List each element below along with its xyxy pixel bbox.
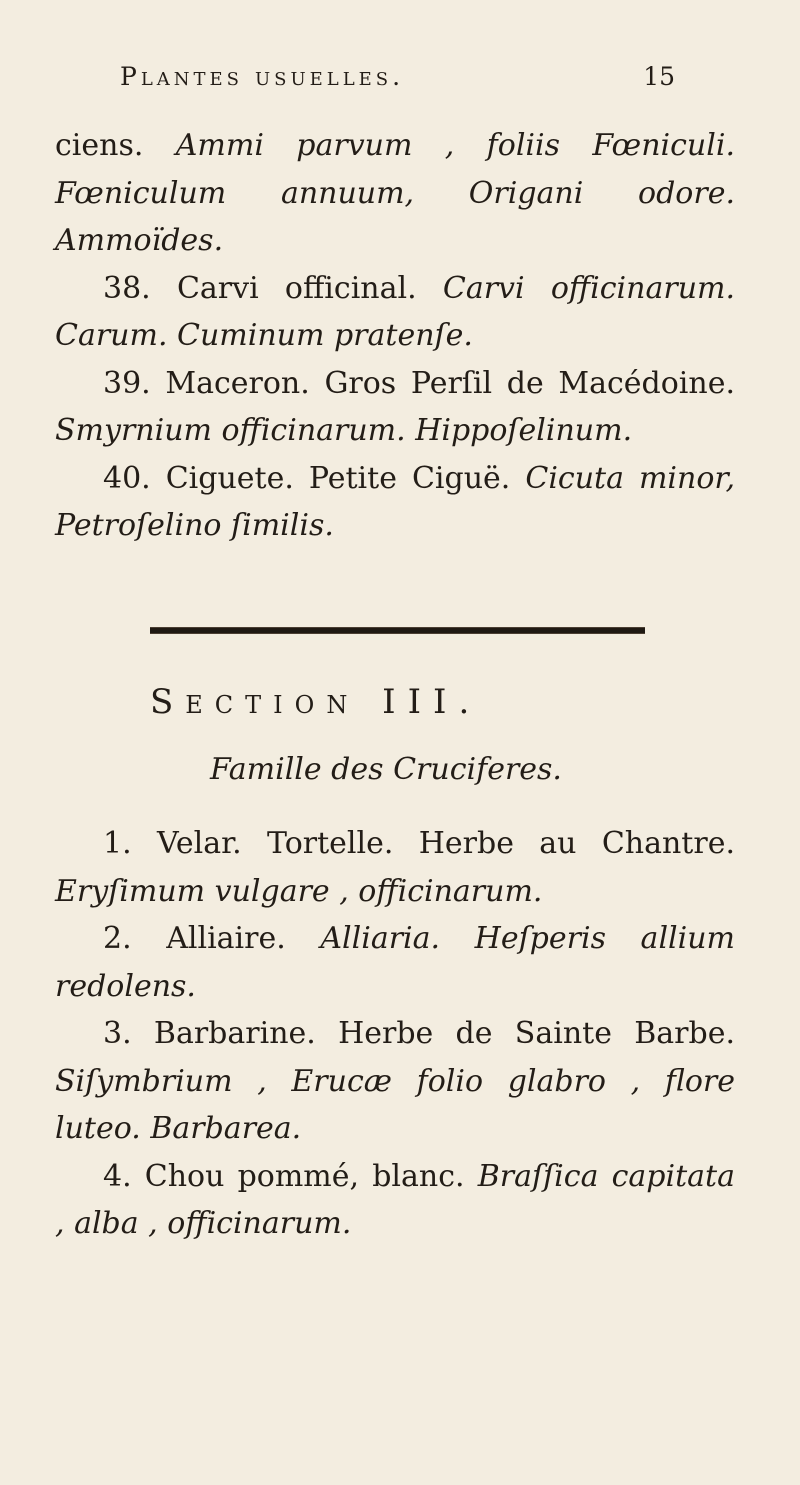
entry-latin: Cicuta minor, Petroſelino ſimilis. (55, 460, 735, 543)
family-title: Famille des Cruciferes. (210, 752, 562, 787)
running-title: Plantes usuelles. (120, 62, 405, 91)
entry-text: 39. Maceron. Gros Perſil de Macédoine. (103, 365, 735, 401)
entry-2 (55, 915, 735, 1010)
entry-text: 2. Alliaire. (103, 921, 321, 956)
continued-entries (55, 122, 735, 550)
entry-text: 40. Ciguete. Petite Ciguë. (103, 460, 526, 496)
entry-latin: Braſſica capitata , alba , officinarum. (55, 1158, 735, 1241)
entry-latin: Smyrnium officinarum. Hippoſelinum. (55, 413, 633, 448)
page-header (120, 62, 675, 102)
section-heading: Section III. (150, 682, 482, 722)
entry-latin: Ammi parvum , foliis Fœniculi. Fœniculum annuum, Origani odore. Ammoïdes. (55, 128, 735, 258)
entry-4 (55, 1153, 735, 1248)
section-divider-rule (150, 627, 645, 634)
entry-latin: Eryſimum vulgare , officinarum. (55, 873, 543, 909)
entry-38 (55, 265, 735, 360)
entry-40 (55, 455, 735, 550)
page-number: 15 (643, 62, 675, 91)
section-entries (55, 820, 735, 1248)
entry-text: 38. Carvi officinal. (103, 270, 443, 306)
entry-3 (55, 1010, 735, 1153)
entry-text: ciens. (55, 128, 176, 163)
entry-latin: Carvi officinarum. Carum. Cuminum pratenſe. (55, 270, 736, 353)
entry-text: 1. Velar. Tortelle. Herbe au Chantre. (103, 826, 735, 861)
entry-continuation (55, 122, 735, 265)
entry-1 (55, 820, 735, 915)
entry-latin: Siſymbrium , Erucæ folio glabro , flore luteo. Barbarea. (55, 1063, 735, 1146)
entry-39 (55, 360, 735, 455)
entry-text: 4. Chou pommé, blanc. (103, 1158, 478, 1194)
entry-latin: Alliaria. Heſperis allium redolens. (55, 921, 735, 1004)
entry-text: 3. Barbarine. Herbe de Sainte Barbe. (103, 1016, 735, 1051)
